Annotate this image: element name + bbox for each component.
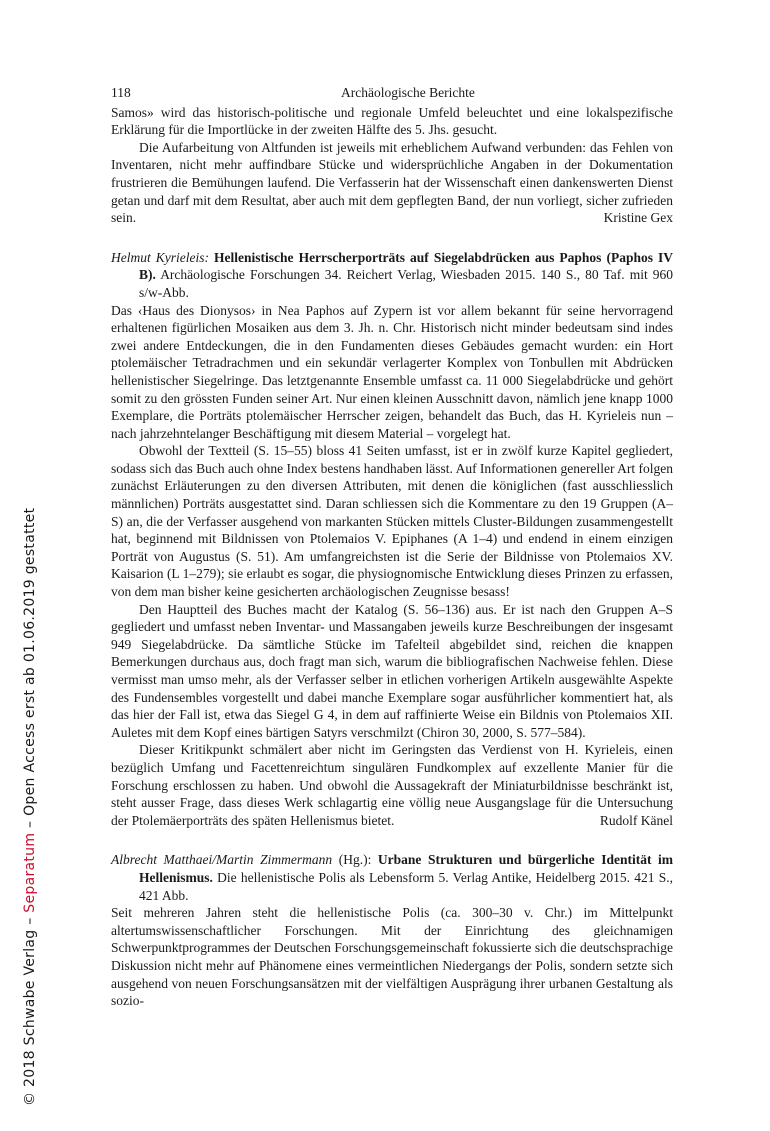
review-heading-kyrieleis bbox=[111, 249, 673, 302]
reviewer-signature: Rudolf Känel bbox=[599, 812, 673, 828]
review-publication-info: Archäologische Forschungen 34. Reichert Verlag, Wiesbaden 2015. 140 S., 80 Taf. mit 960 s/w-Abb. bbox=[139, 267, 673, 300]
running-head bbox=[111, 84, 673, 102]
review-paragraph: Seit mehreren Jahren steht die hellenistische Polis (ca. 300–30 v. Chr.) im Mittelpunkt altertumswissenschaftlicher Forschungen. Mit der Einrichtung des gleichnamigen Schwerpunktprogrammes der Deutschen Forschungsgemeinschaft fokussierte sich die deutschsprachige Diskussion nicht mehr auf Phänomene eines vermeintlichen Niedergangs der Polis, sondern setzte sich ausgehend von neuen Forschungsansätzen mit der vielfältigen Ausprägung ihrer urbanen Gestaltung als sozio- bbox=[111, 905, 673, 1009]
side-note-suffix: – Open Access erst ab 01.06.2019 gestattet bbox=[22, 507, 38, 833]
copyright-side-note bbox=[22, 506, 38, 1106]
page-body bbox=[111, 84, 673, 1010]
running-title: Archäologische Berichte bbox=[341, 85, 475, 100]
reviewer-signature: Kristine Gex bbox=[603, 210, 673, 226]
previous-review-closing bbox=[111, 139, 673, 227]
editor-note: (Hg.): bbox=[338, 852, 372, 868]
review-book-title: Hellenistische Herrscherporträts auf Siegelabdrücken aus Paphos (Paphos IV B). bbox=[139, 249, 674, 283]
review-author: Albrecht Matthaei/Martin Zimmermann bbox=[111, 852, 333, 868]
review-publication-info: Die hellenistische Polis als Lebensform 5. Verlag Antike, Heidelberg 2015. 421 S., 421 Abb. bbox=[139, 869, 673, 903]
previous-review-paragraph-1: Samos» wird das historisch-politische und regionale Umfeld beleuchtet und eine lokalspezifische Erklärung für die Importlücke in der zweiten Hälfte des 5. Jhs. gesucht. bbox=[111, 104, 673, 138]
side-note-highlight: Separatum bbox=[22, 832, 38, 913]
previous-review-paragraph-2: Die Aufarbeitung von Altfunden ist jeweils mit erheblichem Aufwand verbunden: das Fehlen von Inventaren, nicht mehr auffindbare Stücke und widersprüchliche Angaben in der Dokumentation frustrieren die Bemühungen laufend. Die Verfasserin hat der Wissenschaft einen dankenswerten Dienst getan und darf mit dem Resultat, aber auch mit dem gepflegten Band, der nun vorliegt, sicher zufrieden sein. bbox=[111, 139, 673, 226]
review-book-title: Urbane Strukturen und bürgerliche Identität im Hellenismus. bbox=[139, 852, 674, 885]
review-paragraph: Das ‹Haus des Dionysos› in Nea Paphos auf Zypern ist vor allem bekannt für seine hervorragend erhaltenen figürlichen Mosaiken aus dem 3. Jh. n. Chr. Historisch nicht minder bedeutsam sind indes zwei andere Entdeckungen, die in den Fundamenten dieses Gebäudes gemacht wurden: ein Hort ptolemäischer Tetradrachmen und ein sekundär verlagerter Komplex von Tonbullen mit Abdrücken hellenistischer Siegelringe. Das letztgenannte Ensemble umfasst ca. 11 000 Siegelabdrücke und gehört somit zu den grössten Funden seiner Art. Nur einen kleinen Ausschnitt davon, nämlich jene knapp 1000 Exemplare, die Porträts ptolemäischer Herrscher zeigen, behandelt das Buch, das H. Kyrieleis nun – nach jahrzehntelanger Beschäftigung mit diesem Material – vorgelegt hat. bbox=[111, 302, 673, 441]
review-heading-matthaei-zimmermann bbox=[111, 851, 673, 904]
page-number: 118 bbox=[111, 85, 131, 100]
side-note-prefix: © 2018 Schwabe Verlag – bbox=[22, 912, 38, 1106]
review-paragraph: Den Hauptteil des Buches macht der Katalog (S. 56–136) aus. Er ist nach den Gruppen A–S gegliedert und umfasst neben Inventar- und Massangaben jeweils kurze Beschreibungen der insgesamt 949 Siegelabdrücke. Da sämtliche Stücke im Tafelteil abgebildet sind, reichen die knappen Bemerkungen durchaus aus, doch fragt man sich, warum die bibliografischen Nachweise fehlen. Diese vermisst man umso mehr, als der Verfasser selber in etlichen vorherigen Artikeln ausgewählte Aspekte des Fundensembles vorgestellt und dabei manche Exemplare sogar ausführlicher kommentiert hat, als das hier der Fall ist, etwa das Siegel G 4, in dem auf raffinierte Weise ein Bildnis von Ptolemaios XII. Auletes mit dem Kopf eines bärtigen Satyrs verschmilzt (Chiron 30, 2000, S. 577–584). bbox=[111, 601, 673, 740]
review-paragraph: Obwohl der Textteil (S. 15–55) bloss 41 Seiten umfasst, ist er in zwölf kurze Kapitel gegliedert, sodass sich das Buch auch ohne Index bestens handhaben lässt. Auf Informationen genereller Art folgen zunächst Erläuterungen zu den diversen Attributen, mit denen die königlichen (fast ausschliesslich männlichen) Porträts ausgestattet sind. Daran schliessen sich die Kommentare zu den 19 Gruppen (A–S) an, die der Verfasser ausgehend von markanten Stücken mittels Cluster-Bildungen zusammengestellt hat, beginnend mit Bildnissen von Ptolemaios V. Epiphanes (A 1–4) und endend in einem einzigen Porträt von Augustus (S. 51). Am umfangreichsten ist die Serie der Bildnisse von Ptolemaios XV. Kaisarion (L 1–279); sie erlaubt es sogar, die physiognomische Entwicklung dieses Prinzen zu erfassen, von dem man bisher keine gesicherten archäologischen Zeugnisse besass! bbox=[111, 443, 673, 600]
review-paragraph-last: Dieser Kritikpunkt schmälert aber nicht im Geringsten das Verdienst von H. Kyrieleis, einen bezüglich Umfang und Facettenreichtum singulären Fundkomplex auf exzellente Manier für die Forschung erschlossen zu haben. Und obwohl die Aussagekraft der Miniaturbildnisse beschränkt ist, steht ausser Frage, dass dieses Werk schlagartig eine völlig neue Ausgangslage für die Untersuchung der Ptolemäerporträts des späten Hellenismus bietet. bbox=[111, 742, 673, 828]
review-author: Helmut Kyrieleis: bbox=[111, 249, 210, 265]
